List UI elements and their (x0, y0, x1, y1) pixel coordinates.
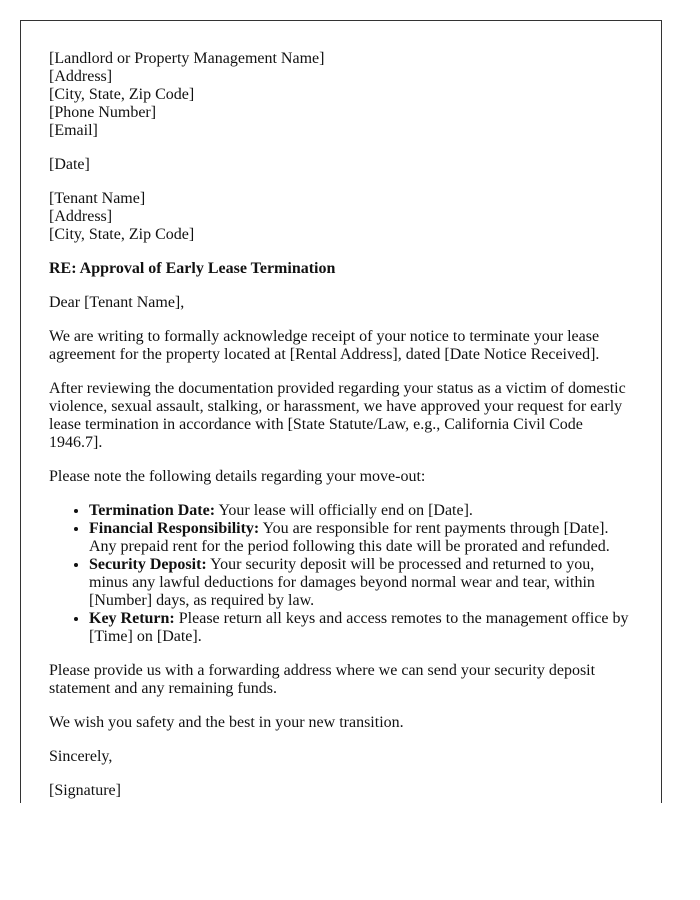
letter-content (21, 21, 661, 800)
acknowledge-paragraph: We are writing to formally acknowledge receipt of your notice to terminate your lease agreement for the property located at [Rental Address], dated [Date Notice Received]. (49, 328, 600, 363)
forwarding-address-paragraph: Please provide us with a forwarding address where we can send your security deposit statement and any remaining funds. (49, 662, 596, 697)
detail-item-termination-date (89, 502, 633, 520)
salutation: Dear [Tenant Name], (49, 294, 185, 311)
recipient-address: [Address] (49, 208, 113, 225)
letter-page (20, 20, 662, 803)
sender-phone: [Phone Number] (49, 104, 157, 121)
detail-label: Financial Responsibility: (89, 520, 260, 537)
detail-label: Key Return: (89, 610, 175, 627)
detail-label: Termination Date: (89, 502, 216, 519)
sender-name: [Landlord or Property Management Name] (49, 50, 325, 67)
detail-item-key-return (89, 610, 633, 646)
detail-item-financial-responsibility (89, 520, 633, 556)
approval-paragraph: After reviewing the documentation provided regarding your status as a victim of domestic violence, sexual assault, stalking, or harassment, we have approved your request for early lease termination in accordance with [State Statute/Law, e.g., California Civil Code 1946.7]. (49, 380, 626, 451)
move-out-details-list (49, 502, 633, 646)
detail-text: Please return all keys and access remotes to the management office by [Time] on [Date]. (89, 610, 629, 645)
sender-block (49, 50, 633, 140)
detail-text: Your lease will officially end on [Date]. (215, 502, 473, 519)
detail-item-security-deposit (89, 556, 633, 610)
sender-email: [Email] (49, 122, 98, 139)
signature: [Signature] (49, 782, 121, 799)
recipient-city-state-zip: [City, State, Zip Code] (49, 226, 195, 243)
detail-text: Your security deposit will be processed and returned to you, minus any lawful deductions for damages beyond normal wear and tear, within [Number] days, as required by law. (89, 556, 595, 609)
closing-wish-paragraph: We wish you safety and the best in your new transition. (49, 714, 404, 731)
subject-line: RE: Approval of Early Lease Termination (49, 260, 336, 277)
details-intro-paragraph: Please note the following details regarding your move-out: (49, 468, 426, 485)
detail-label: Security Deposit: (89, 556, 207, 573)
sender-address: [Address] (49, 68, 113, 85)
detail-text: You are responsible for rent payments through [Date]. Any prepaid rent for the period following this date will be prorated and refunded. (89, 520, 610, 555)
letter-date: [Date] (49, 156, 90, 173)
recipient-block (49, 190, 633, 244)
recipient-name: [Tenant Name] (49, 190, 146, 207)
closing: Sincerely, (49, 748, 113, 765)
sender-city-state-zip: [City, State, Zip Code] (49, 86, 195, 103)
